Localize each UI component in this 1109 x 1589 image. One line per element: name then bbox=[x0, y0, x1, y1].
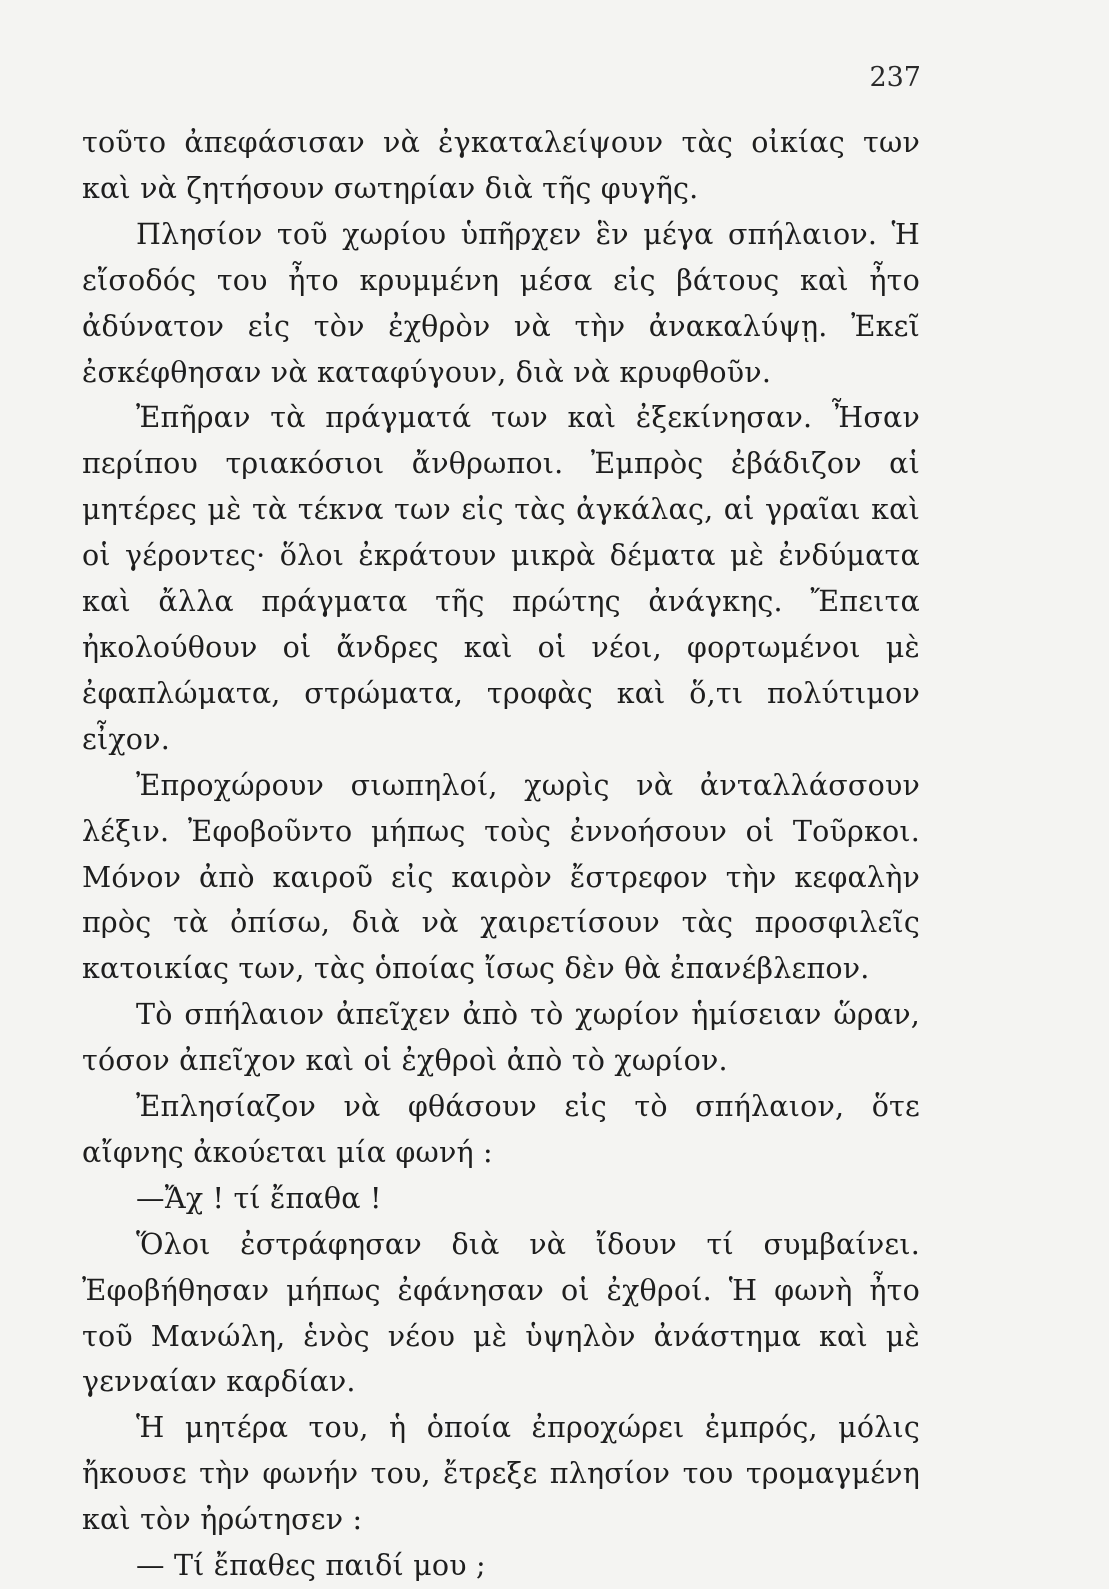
dialogue-line-2: — Τί ἔπαθες παιδί μου ; bbox=[136, 1549, 486, 1583]
page-number: 237 bbox=[869, 62, 921, 93]
paragraph-2: Πλησίον τοῦ χωρίου ὑπῆρχεν ἓν μέγα σπήλαιον. Ἡ εἴσοδός του ἦτο κρυμμένη μέσα εἰς βάτους καὶ ἦτο ἀδύνατον εἰς τὸν ἐχθρὸν νὰ τὴν ἀνακαλύψῃ. Ἐκεῖ ἐσκέφθησαν νὰ καταφύγουν, διὰ νὰ κρυφθοῦν. bbox=[82, 217, 920, 389]
paragraph-4: Ἐπροχώρουν σιωπηλοί, χωρὶς νὰ ἀνταλλάσσουν λέξιν. Ἐφοβοῦντο μήπως τοὺς ἐννοήσουν οἱ Τοῦρκοι. Μόνον ἀπὸ καιροῦ εἰς καιρὸν ἔστρεφον τὴν κεφαλὴν πρὸς τὰ ὀπίσω, διὰ νὰ χαιρετίσουν τὰς προσφιλεῖς κατοικίας των, τὰς ὁποίας ἴσως δὲν θὰ ἐπανέβλεπον. bbox=[82, 768, 920, 986]
paragraph-3: Ἐπῆραν τὰ πράγματά των καὶ ἐξεκίνησαν. Ἦσαν περίπου τριακόσιοι ἄνθρωποι. Ἐμπρὸς ἐβάδιζον αἱ μητέρες μὲ τὰ τέκνα των εἰς τὰς ἀγκάλας, αἱ γραῖαι καὶ οἱ γέροντες· ὅλοι ἐκράτουν μικρὰ δέματα μὲ ἐνδύματα καὶ ἄλλα πράγματα τῆς πρώτης ἀνάγκης. Ἔπειτα ἠκολούθουν οἱ ἄνδρες καὶ οἱ νέοι, φορτωμένοι μὲ ἐφαπλώματα, στρώματα, τροφὰς καὶ ὅ,τι πολύτιμον εἶχον. bbox=[82, 401, 920, 756]
paragraph-9: Ἡ μητέρα του, ἡ ὁποία ἐπροχώρει ἐμπρός, μόλις ἤκουσε τὴν φωνήν του, ἔτρεξε πλησίον του τρομαγμένη καὶ τὸν ἠρώτησεν : bbox=[82, 1411, 920, 1537]
paragraph-1: τοῦτο ἀπεφάσισαν νὰ ἐγκαταλείψουν τὰς οἰκίας των καὶ νὰ ζητήσουν σωτηρίαν διὰ τῆς φυγῆς. bbox=[82, 126, 920, 205]
paragraph-6: Ἐπλησίαζον νὰ φθάσουν εἰς τὸ σπήλαιον, ὅτε αἴφνης ἀκούεται μία φωνή : bbox=[82, 1090, 920, 1169]
body-text bbox=[82, 120, 920, 1589]
dialogue-line-1: —Ἄχ ! τί ἔπαθα ! bbox=[136, 1181, 382, 1215]
paragraph-8: Ὅλοι ἐστράφησαν διὰ νὰ ἴδουν τί συμβαίνει. Ἐφοβήθησαν μήπως ἐφάνησαν οἱ ἐχθροί. Ἡ φωνὴ ἦτο τοῦ Μανώλη, ἑνὸς νέου μὲ ὑψηλὸν ἀνάστημα καὶ μὲ γενναίαν καρδίαν. bbox=[82, 1227, 920, 1399]
paragraph-5: Τὸ σπήλαιον ἀπεῖχεν ἀπὸ τὸ χωρίον ἡμίσειαν ὥραν, τόσον ἀπεῖχον καὶ οἱ ἐχθροὶ ἀπὸ τὸ χωρίον. bbox=[82, 998, 920, 1078]
